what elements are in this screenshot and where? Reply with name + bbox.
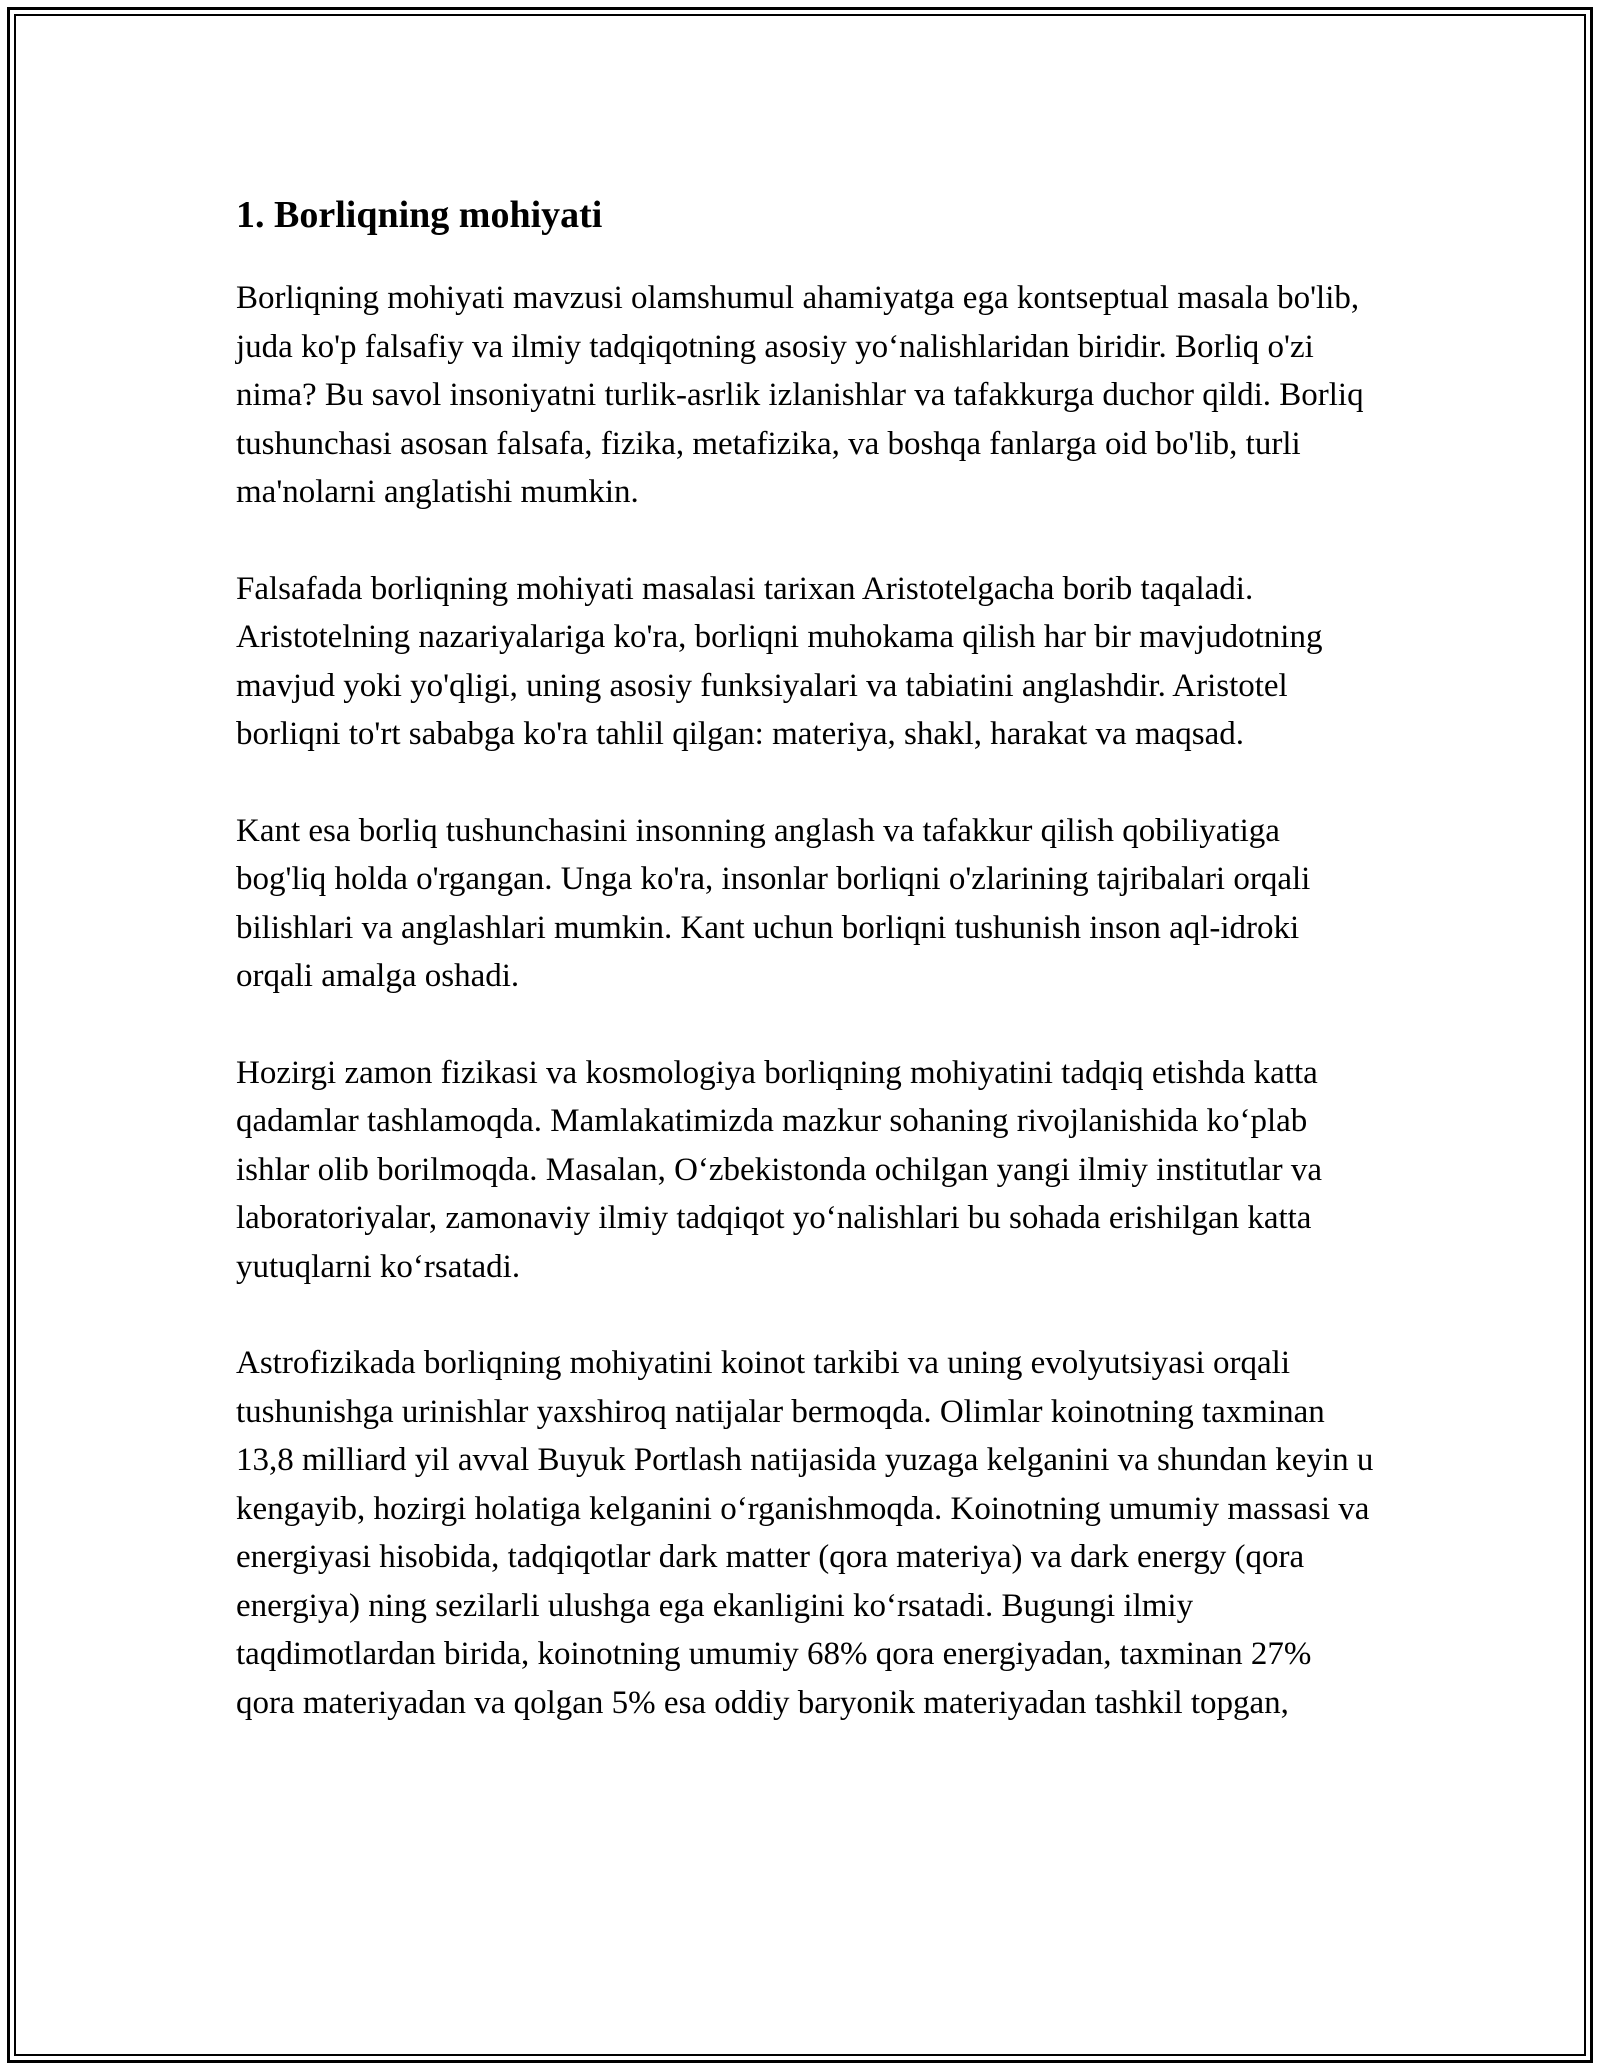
paragraph-5: Astrofizikada borliqning mohiyatini koinot tarkibi va uning evolyutsiyasi orqali tushunishga urinishlar yaxshiroq natijalar bermoqda. Olimlar koinotning taxminan 13,8 milliard yil avval Buyuk Portlash natijasida yuzaga kelganini va shundan keyin u kengayib, hozirgi holatiga kelganini o‘rganishmoqda. Koinotning umumiy massasi va energiyasi hisobida, tadqiqotlar dark matter (qora materiya) va dark energy (qora energiya) ning sezilarli ulushga ega ekanligini ko‘rsatadi. Bugungi ilmiy taqdimotlardan birida, koinotning umumiy 68% qora energiyadan, taxminan 27% qora materiyadan va qolgan 5% esa oddiy baryonik materiyadan tashkil topgan, bbox=[236, 1345, 1374, 1721]
document-body bbox=[236, 188, 1376, 1727]
paragraph-1: Borliqning mohiyati mavzusi olamshumul ahamiyatga ega kontseptual masala bo'lib, juda ko'p falsafiy va ilmiy tadqiqotning asosiy yo‘nalishlaridan biridir. Borliq o'zi nima? Bu savol insoniyatni turlik-asrlik izlanishlar va tafakkurga duchor qildi. Borliq tushunchasi asosan falsafa, fizika, metafizika, va boshqa fanlarga oid bo'lib, turli ma'nolarni anglatishi mumkin. bbox=[236, 280, 1364, 510]
paragraph-3: Kant esa borliq tushunchasini insonning anglash va tafakkur qilish qobiliyatiga bog'liq holda o'rgangan. Unga ko'ra, insonlar borliqni o'zlarining tajribalari orqali bilishlari va anglashlari mumkin. Kant uchun borliqni tushunish inson aql-idroki orqali amalga oshadi. bbox=[236, 812, 1311, 994]
section-heading: 1. Borliqning mohiyati bbox=[236, 194, 603, 236]
paragraph-4: Hozirgi zamon fizikasi va kosmologiya borliqning mohiyatini tadqiq etishda katta qadamlar tashlamoqda. Mamlakatimizda mazkur sohaning rivojlanishida ko‘plab ishlar olib borilmoqda. Masalan, O‘zbekistonda ochilgan yangi ilmiy institutlar va laboratoriyalar, zamonaviy ilmiy tadqiqot yo‘nalishlari bu sohada erishilgan katta yutuqlarni ko‘rsatadi. bbox=[236, 1054, 1323, 1285]
paragraph-2: Falsafada borliqning mohiyati masalasi tarixan Aristotelgacha borib taqaladi. Aristotelning nazariyalariga ko'ra, borliqni muhokama qilish har bir mavjudotning mavjud yoki yo'qligi, uning asosiy funksiyalari va tabiatini anglashdir. Aristotel borliqni to'rt sababga ko'ra tahlil qilgan: materiya, shakl, harakat va maqsad. bbox=[236, 570, 1323, 752]
